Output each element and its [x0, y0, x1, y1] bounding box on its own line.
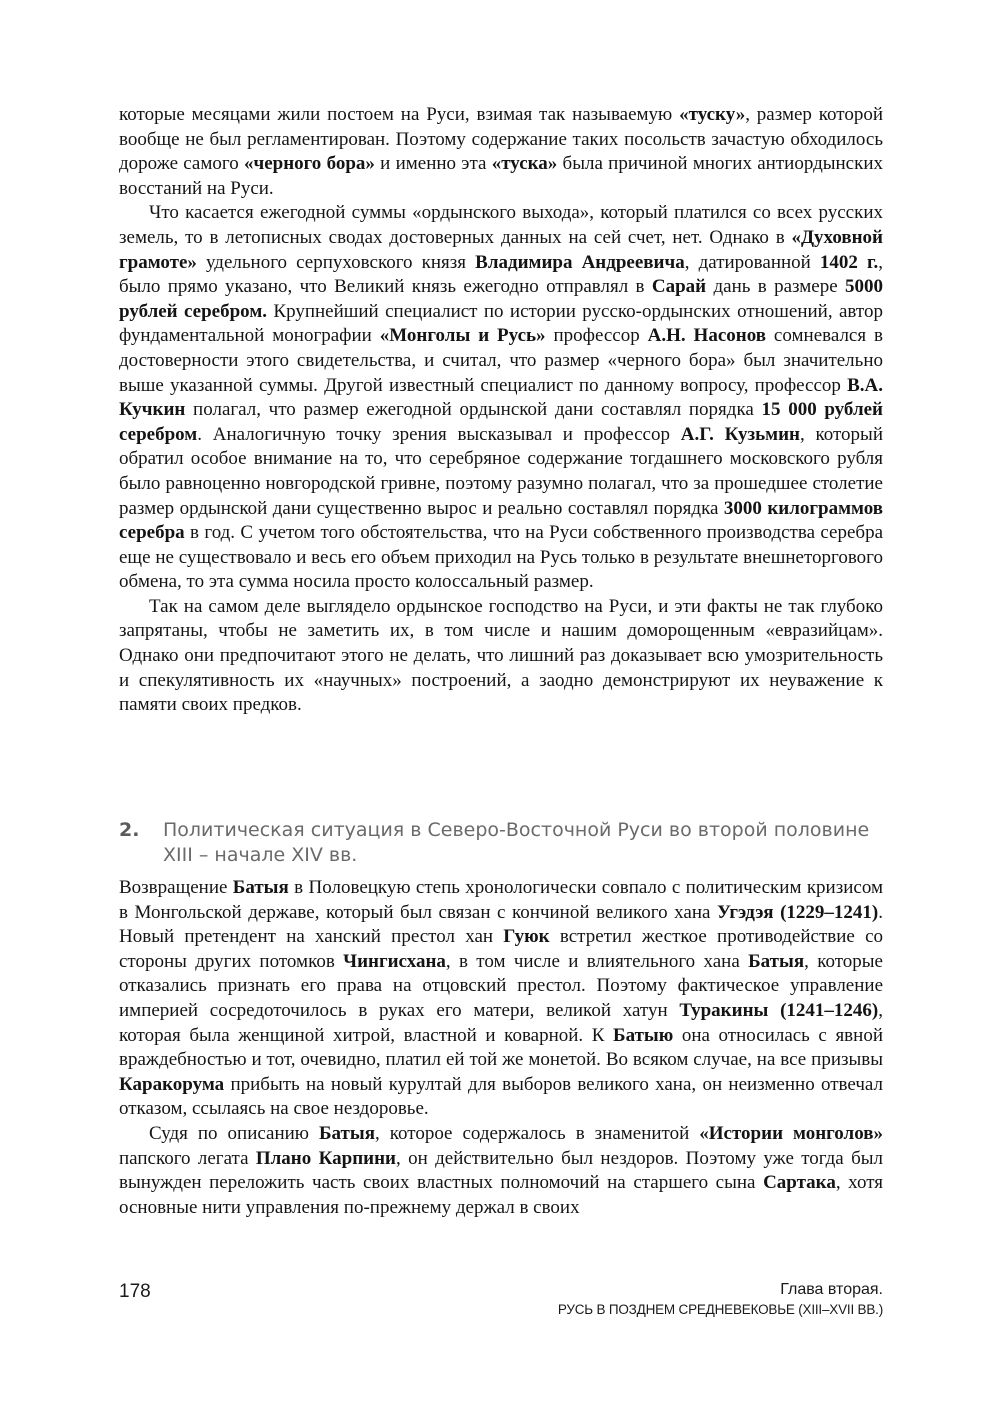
text-run: которые месяцами жили постоем на Руси, взимая так называемую [119, 104, 680, 125]
bold-term: Плано Карпини [255, 1147, 396, 1169]
text-run: , размер которой вообще не был регламентирован. Поэтому содержание таких посольств зачастую обходилось дороже самого [119, 104, 883, 175]
chapter-label: Глава вторая. [780, 1281, 883, 1298]
bold-term: Батыя [318, 1122, 376, 1144]
bold-term: Батыя [748, 950, 805, 972]
bold-term: Угэдэя (1229–1241) [716, 901, 879, 923]
paragraph [119, 876, 883, 1122]
text-run: и именно эта [374, 153, 492, 175]
bold-term: «Монголы и Русь» [379, 325, 546, 347]
text-run: полагал, что размер ежегодной ордынской дани составлял порядка [185, 399, 762, 421]
bold-term: 3000 килограммов серебра [119, 497, 883, 544]
bold-term: «Истории монголов» [699, 1122, 883, 1144]
section-title: Политическая ситуация в Северо-Восточной Руси во второй половине XIII – начале XIV вв. [163, 819, 870, 866]
text-run: Так на самом деле выглядело ордынское господство на Руси, и эти факты не так глубоко запрятаны, чтобы не заметить их, в том числе и нашим доморощенным «евразийцам». Однако они предпочитают этого не делать, что лишний раз доказывает всю умозрительность и спекулятивность их «научных» построений, а заодно демонстрируют их неуважение к памяти своих предков. [119, 595, 883, 716]
text-run: дань в размере [706, 276, 845, 298]
bold-term: А.Г. Кузьмин [680, 423, 800, 445]
text-run: была причиной многих антиордынских восстаний на Руси. [119, 153, 883, 199]
bold-term: 15 000 рублей серебром [119, 399, 884, 445]
text-run: в Половецкую степь хронологически совпало с политическим кризисом в Монгольской державе, который был связан с кончиной великого хана [119, 877, 883, 923]
text-run: профессор [545, 325, 648, 347]
bold-term: 5000 рублей серебром. [119, 276, 883, 322]
text-run: , было прямо указано, что Великий князь ежегодно отправлял в [119, 251, 884, 298]
bold-term: Сартака [763, 1172, 836, 1194]
bold-term: Сарай [651, 276, 707, 298]
text-run: . Аналогичную точку зрения высказывал и профессор [197, 423, 681, 445]
paragraph [119, 595, 883, 718]
chapter-title: РУСЬ В ПОЗДНЕМ СРЕДНЕВЕКОВЬЕ (XIII–XVII ВВ.) [557, 1302, 883, 1317]
text-run: , которое содержалось в знаменитой [375, 1122, 700, 1144]
bold-term: «туску» [679, 104, 746, 125]
section-heading [119, 818, 883, 868]
paragraph [119, 103, 883, 201]
bold-term: Владимира Андреевича [475, 251, 685, 273]
body-text-lower [119, 876, 883, 1220]
bold-term: А.Н. Насонов [647, 325, 767, 347]
bold-term: Батыю [613, 1024, 674, 1046]
text-run: папского легата [119, 1147, 256, 1169]
page-number: 178 [119, 1281, 151, 1302]
text-run: Возвращение [119, 877, 233, 898]
bold-term: «черного бора» [243, 153, 375, 175]
text-run: Судя по описанию [149, 1122, 319, 1144]
paragraph [119, 1122, 883, 1220]
text-run: , которые отказались признать его права на отцовский престол. Поэтому фактическое управление империей сосредоточилось в руках его матери, великой хатун [119, 950, 883, 1021]
bold-term: Батыя [232, 877, 289, 898]
text-run: в год. С учетом того обстоятельства, что на Руси собственного производства серебра еще не существовало и весь его объем приходил на Русь только в результате внешнеторгового обмена, то эта сумма носила просто колоссальный размер. [119, 522, 883, 593]
bold-term: Чингисхана [343, 950, 446, 972]
text-run: удельного серпуховского князя [196, 251, 476, 273]
running-footer [558, 1279, 883, 1319]
paragraph [119, 201, 883, 595]
bold-term: Гуюк [503, 926, 550, 948]
text-run: , который обратил особое внимание на то, что серебряное содержание тогдашнего московского рубля было равноценно новгородской гривне, поэтому разумно полагал, что за прошедшее столетие размер ордынской дани существенно вырос и реально составлял порядка [119, 423, 883, 519]
text-run: . Новый претендент на ханский престол хан [119, 901, 883, 948]
text-run: Крупнейший специалист по истории русско-ордынских отношений, автор фундаментальной монографии [119, 300, 883, 347]
text-run: , датированной [684, 251, 820, 273]
text-run: Что касается ежегодной суммы «ордынского выхода», который платился со всех русских земель, то в летописных сводах достоверных данных на сей счет, нет. Однако в [119, 202, 883, 248]
bold-term: 1402 г. [819, 251, 879, 273]
text-run: прибыть на новый курултай для выборов великого хана, он неизменно отвечал отказом, ссылаясь на свое нездоровье. [119, 1073, 883, 1120]
text-run: , хотя основные нити управления по-прежнему держал в своих [119, 1172, 883, 1218]
text-run: , которая была женщиной хитрой, властной и коварной. К [119, 999, 884, 1046]
text-run: сомневался в достоверности этого свидетельства, и считал, что размер «черного бора» был значительно выше указанной суммы. Другой известный специалист по данному вопросу, профессор [119, 325, 883, 396]
bold-term: Туракины (1241–1246) [679, 999, 879, 1021]
bold-term: В.А. Кучкин [119, 374, 883, 421]
bold-term: Каракорума [119, 1073, 225, 1095]
text-run: встретил жесткое противодействие со стороны других потомков [119, 926, 883, 972]
section-number: 2. [119, 819, 140, 841]
bold-term: «туска» [491, 153, 558, 175]
text-run: , в том числе и влиятельного хана [445, 950, 749, 972]
text-run: , он действительно был нездоров. Поэтому уже тогда был вынужден переложить часть своих властных полномочий на старшего сына [119, 1147, 883, 1194]
body-text-upper [119, 103, 883, 718]
text-run: она относилась с явной враждебностью и тот, очевидно, платил ей той же монетой. Во всяком случае, на все призывы [119, 1024, 883, 1071]
bold-term: «Духовной грамоте» [119, 226, 883, 273]
